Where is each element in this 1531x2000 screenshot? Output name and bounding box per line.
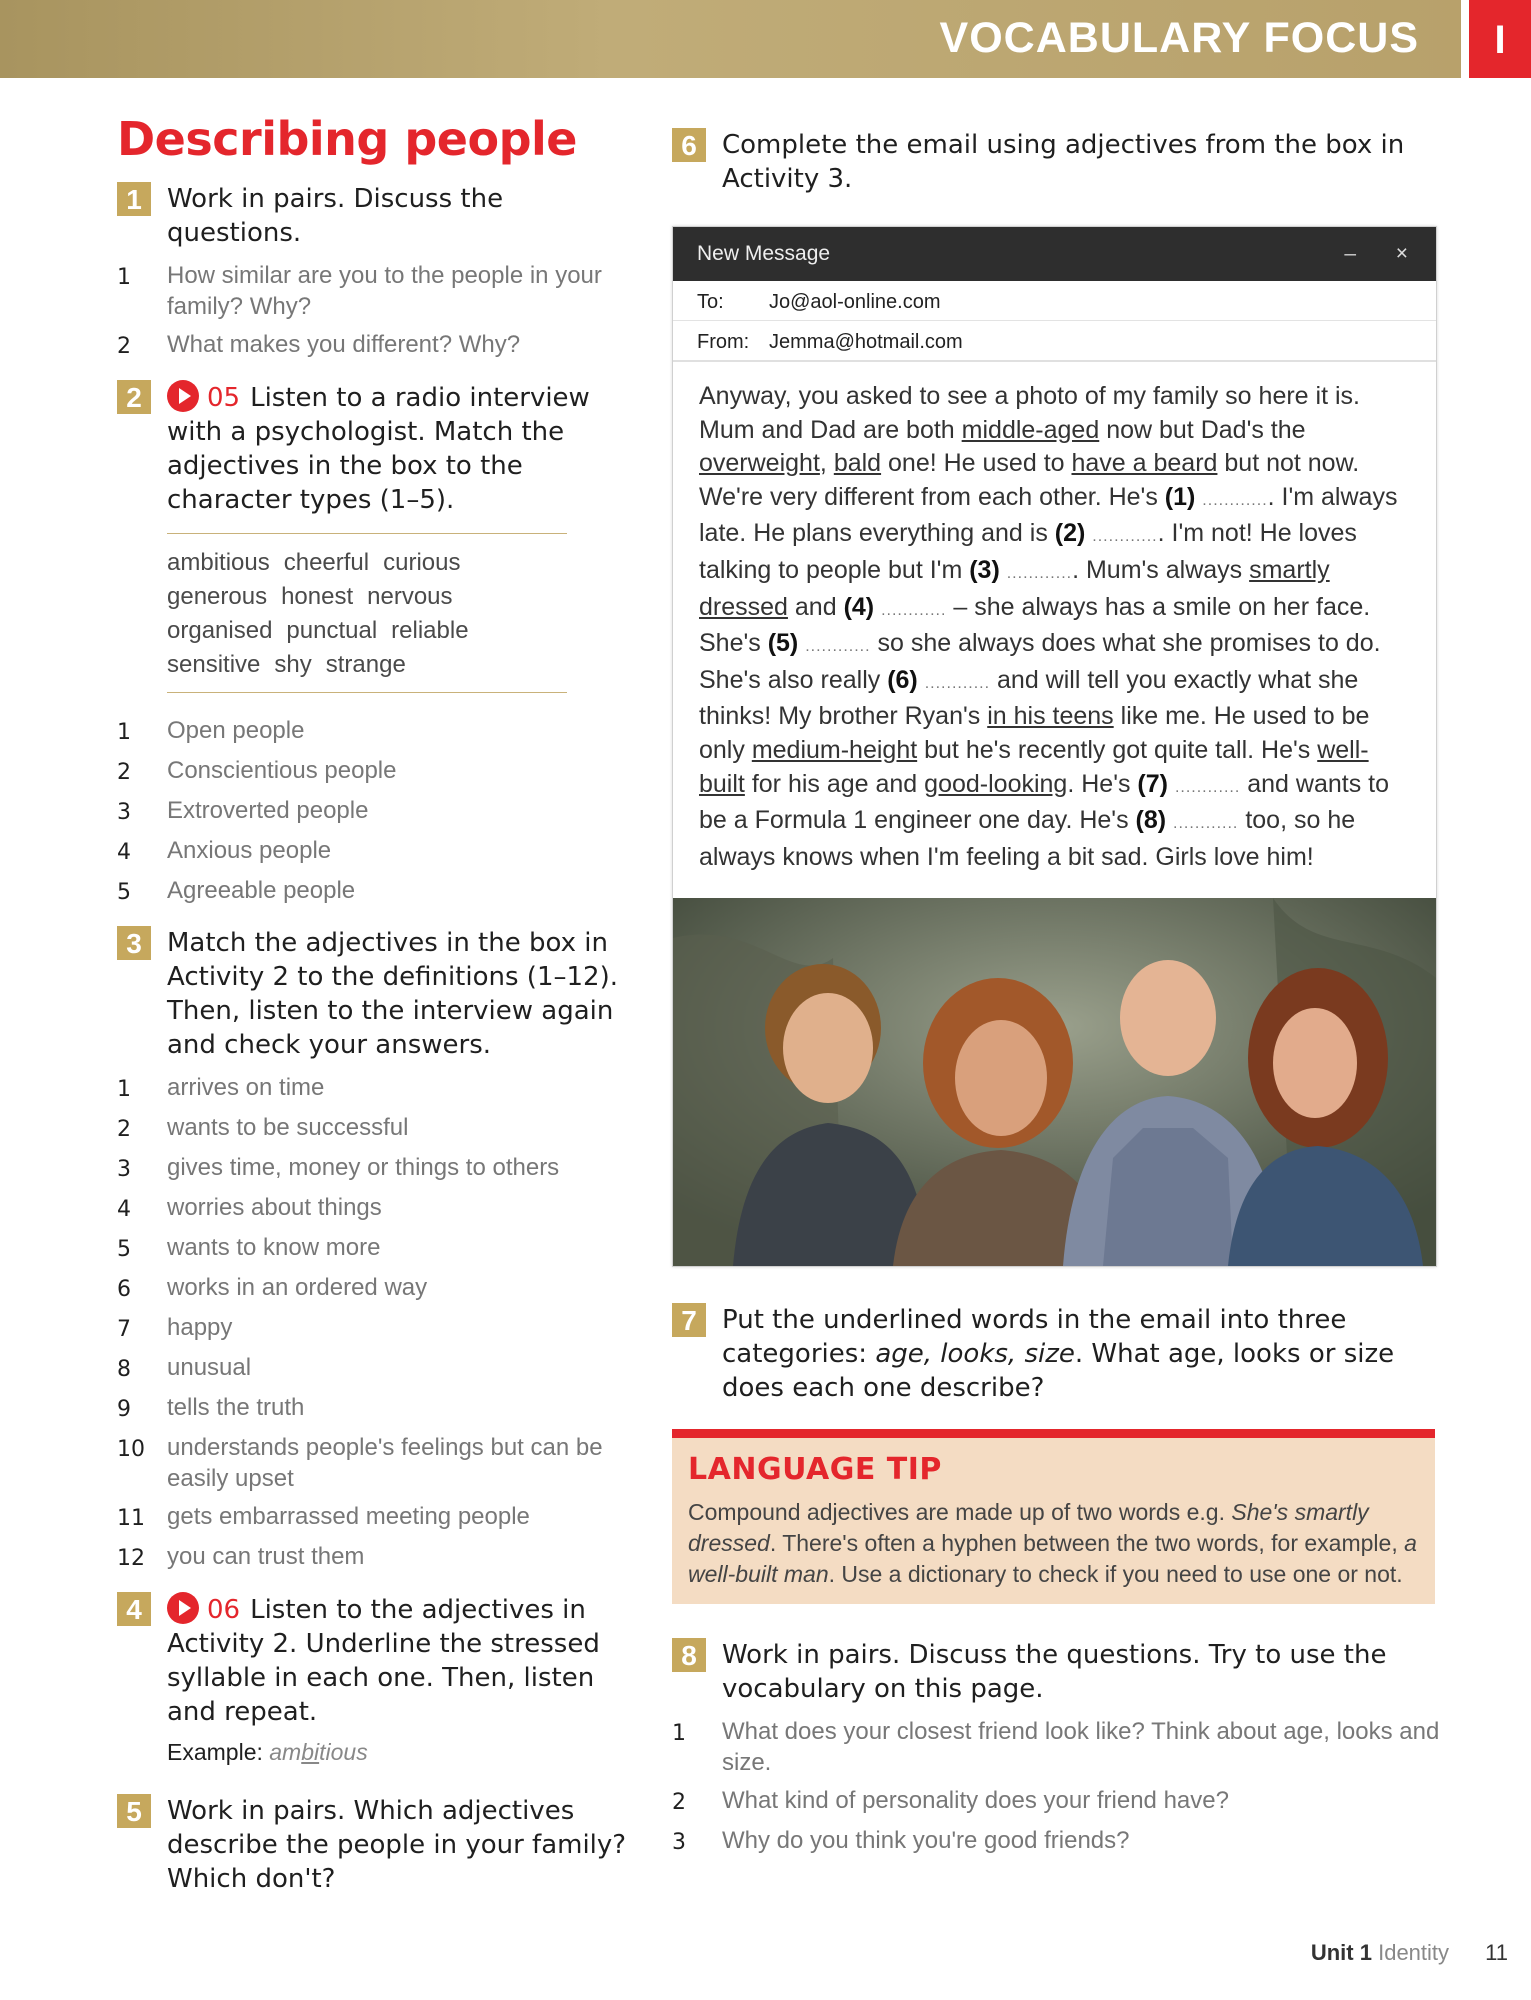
activity-instruction: 05 Listen to a radio interview with a psychologist. Match the adjectives in the box to the character types (1–5).: [167, 380, 637, 517]
list-item: 2 Conscientious people: [117, 757, 397, 785]
header-separator: [1461, 0, 1469, 78]
activity-4: [117, 1592, 637, 1729]
list-item: 4 Anxious people: [117, 837, 332, 865]
track-number: 06: [207, 1595, 241, 1625]
list-item: 7 happy: [117, 1314, 233, 1342]
play-audio-icon[interactable]: [167, 1592, 199, 1624]
minimize-icon[interactable]: –: [1344, 242, 1356, 265]
list-item: 2 wants to be successful: [117, 1114, 409, 1142]
list-item: 1 Open people: [117, 717, 305, 745]
list-item: 12 you can trust them: [117, 1543, 365, 1571]
track-number: 05: [207, 383, 241, 413]
stressed-syllable: bi: [301, 1739, 320, 1765]
character-types-list: [117, 715, 637, 908]
language-tip: [672, 1429, 1435, 1604]
list-item: 11 gets embarrassed meeting people: [117, 1503, 530, 1531]
page-number: 11: [1485, 1940, 1508, 1965]
list-item: 2 What makes you different? Why?: [117, 331, 521, 359]
list-item: 4 worries about things: [117, 1194, 382, 1222]
list-item: 10 understands people's feelings but can be easily upset: [117, 1434, 603, 1492]
activity-instruction: Complete the email using adjectives from the box in Activity 3.: [722, 130, 1405, 194]
email-body: Anyway, you asked to see a photo of my family so here it is. Mum and Dad are both middle-aged now but Dad's the overweight, bald one! He used to have a beard but not now. We're very different from each other. He's (1) ............. I'm always late. He plans everything and is (2) ............. I'm not! He loves talking to people but I'm (3) ............. Mum's always smartly dressed and (4) ............ – she always has a smile on her face. She's (5) ............ so she always does what she promises to do. She's also really (6) ............ and will tell you exactly what she thinks! My brother Ryan's in his teens like me. He used to be only medium-height but he's recently got quite tall. He's well-built for his age and good-looking. He's (7) ............ and wants to be a Formula 1 engineer one day. He's (8) ............ too, so he always knows when I'm feeling a bit sad. Girls love him!: [699, 382, 1398, 871]
tip-text: Compound adjectives are made up of two words e.g. She's smartly dressed. There's often a hyphen between the two words, for example, a well-built man. Use a dictionary to check if you need to use one or not.: [688, 1499, 1417, 1588]
email-window: [672, 226, 1437, 1267]
list-item: 3 Extroverted people: [117, 797, 369, 825]
activity-7: [672, 1303, 1447, 1405]
activity-instruction: Work in pairs. Discuss the questions. Try to use the vocabulary on this page.: [722, 1640, 1387, 1705]
activity-number: 8: [672, 1638, 706, 1672]
tip-title: LANGUAGE TIP: [688, 1452, 942, 1488]
activity-instruction: Match the adjectives in the box in Activity 2 to the definitions (1–12). Then, listen to the interview again and check your answers.: [167, 928, 618, 1060]
activity-instruction: 06 Listen to the adjectives in Activity 2. Underline the stressed syllable in each one. Then, listen and repeat.: [167, 1592, 637, 1729]
list-item: 1 What does your closest friend look like? Think about age, looks and size.: [672, 1718, 1440, 1777]
adjective-box: ambitious cheerful curious generous honest nervous organised punctual reliable sensitive shy strange: [167, 533, 567, 693]
header-bar: [0, 0, 1531, 78]
list-item: 5 Agreeable people: [117, 877, 356, 905]
list-item: 3 Why do you think you're good friends?: [672, 1827, 1130, 1856]
list-item: 9 tells the truth: [117, 1394, 305, 1422]
activity-instruction: Work in pairs. Which adjectives describe the people in your family? Which don't?: [167, 1796, 627, 1894]
close-icon[interactable]: ×: [1395, 242, 1408, 265]
unit-name: Identity: [1378, 1940, 1450, 1965]
list-item: 1 How similar are you to the people in your family? Why?: [117, 262, 602, 320]
family-photo-illustration: [673, 898, 1436, 1266]
activity-5: [117, 1794, 637, 1896]
activity-number: 6: [672, 128, 706, 162]
activity-number: 2: [117, 380, 151, 414]
email-titlebar: [673, 227, 1436, 281]
discussion-questions: [672, 1716, 1447, 1858]
email-title: New Message: [697, 242, 831, 265]
question-list: [117, 260, 637, 362]
activity-instruction: Put the underlined words in the email into three categories: age, looks, size. What age, looks or size does each one describe?: [722, 1305, 1395, 1404]
list-item: 1 arrives on time: [117, 1074, 325, 1102]
unit-label: Unit 1: [1310, 1940, 1372, 1965]
activity-number: 5: [117, 1794, 151, 1828]
activity-3: [117, 926, 637, 1062]
list-item: 6 works in an ordered way: [117, 1274, 428, 1302]
family-photo: [673, 898, 1436, 1266]
right-column: [672, 128, 1447, 1876]
page-title: Describing people: [117, 112, 577, 166]
example-line: Example: ambitious: [167, 1739, 368, 1765]
list-item: 2 What kind of personality does your friend have?: [672, 1787, 1229, 1816]
email-to-field[interactable]: To: Jo@aol-online.com: [673, 281, 1436, 321]
activity-number: 3: [117, 926, 151, 960]
definitions-list: [117, 1072, 637, 1574]
left-column: [117, 112, 637, 1906]
activity-1: [117, 182, 637, 250]
list-item: 3 gives time, money or things to others: [117, 1154, 560, 1182]
activity-number: 7: [672, 1303, 706, 1337]
section-title: VOCABULARY FOCUS: [939, 14, 1419, 62]
activity-2: [117, 380, 637, 517]
email-from-field[interactable]: From: Jemma@hotmail.com: [673, 321, 1436, 362]
activity-instruction: Work in pairs. Discuss the questions.: [167, 184, 504, 248]
page-footer: [1311, 1940, 1508, 1966]
activity-number: 4: [117, 1592, 151, 1626]
list-item: 5 wants to know more: [117, 1234, 381, 1262]
list-item: 8 unusual: [117, 1354, 252, 1382]
activity-number: 1: [117, 182, 151, 216]
activity-6: [672, 128, 1447, 196]
play-audio-icon[interactable]: [167, 380, 199, 412]
section-tab: I: [1469, 0, 1531, 78]
activity-8: [672, 1638, 1447, 1706]
